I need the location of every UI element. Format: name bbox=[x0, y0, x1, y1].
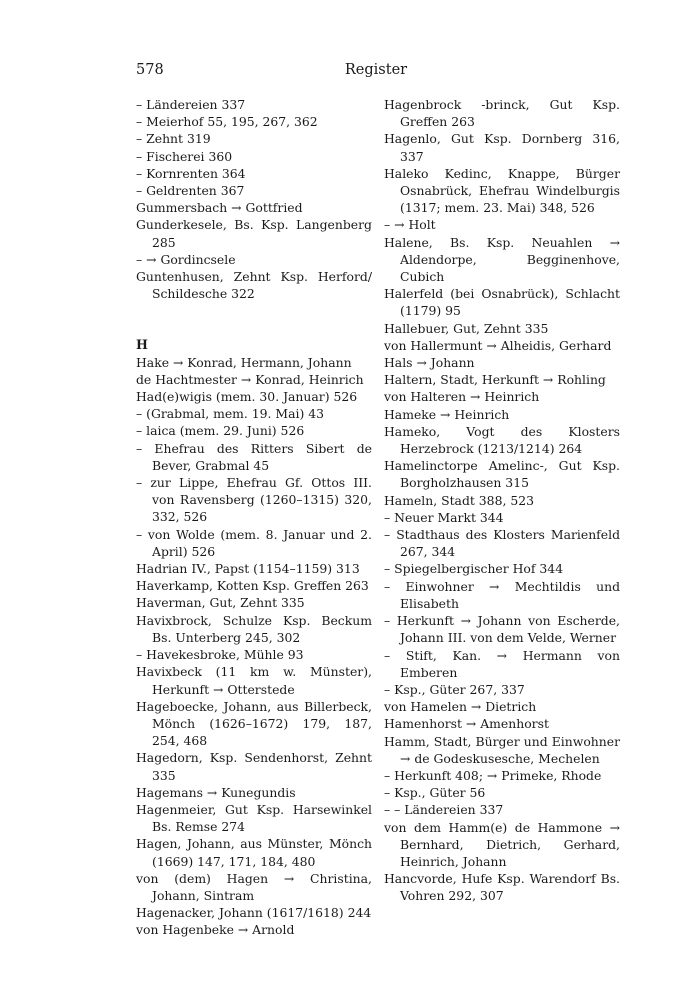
index-column-left bbox=[136, 96, 372, 939]
index-entry: Hagenbrock -brinck, Gut Ksp. Greffen 263 bbox=[384, 97, 620, 130]
index-entry: Hagenlo, Gut Ksp. Dornberg 316, 337 bbox=[384, 131, 620, 164]
index-entry: – Kornrenten 364 bbox=[136, 165, 246, 181]
index-entry: von Halteren → Heinrich bbox=[384, 389, 540, 405]
index-entry: von Hallermunt → Alheidis, Gerhard bbox=[384, 337, 612, 353]
index-entry: – Neuer Markt 344 bbox=[384, 509, 504, 525]
index-entry: Hamenhorst → Amenhorst bbox=[384, 716, 549, 732]
index-entry: Hancvorde, Hufe Ksp. Warendorf Bs. Vohren 292, 307 bbox=[384, 871, 620, 904]
index-entry: – Herkunft 408; → Primeke, Rhode bbox=[384, 767, 602, 783]
running-head: Register bbox=[344, 62, 408, 78]
index-entry: Hameke → Heinrich bbox=[384, 406, 510, 422]
index-entry: – Ksp., Güter 267, 337 bbox=[384, 681, 525, 697]
section-gap bbox=[136, 302, 372, 336]
index-entry: – → Gordincsele bbox=[136, 251, 236, 267]
index-entry: Hagedorn, Ksp. Sendenhorst, Zehnt 335 bbox=[136, 750, 372, 783]
index-entry: Guntenhusen, Zehnt Ksp. Herford/ Schildesche 322 bbox=[136, 269, 372, 302]
index-entry: Hageboecke, Johann, aus Billerbeck, Mönch (1626–1672) 179, 187, 254, 468 bbox=[136, 698, 372, 749]
index-entry: – Ländereien 337 bbox=[136, 97, 246, 112]
index-column-right bbox=[384, 96, 620, 905]
index-entry: – Zehnt 319 bbox=[136, 131, 211, 147]
index-entry: Haverkamp, Kotten Ksp. Greffen 263 bbox=[136, 578, 369, 594]
index-entry: von Hagenbeke → Arnold bbox=[136, 922, 295, 938]
index-entry: Haverman, Gut, Zehnt 335 bbox=[136, 595, 305, 611]
index-entry: Hake → Konrad, Hermann, Johann bbox=[136, 354, 352, 370]
index-entry: Gunderkesele, Bs. Ksp. Langenberg 285 bbox=[136, 217, 372, 250]
index-entry: – Einwohner → Mechtildis und Elisabeth bbox=[384, 578, 620, 611]
index-entry: Hals → Johann bbox=[384, 355, 475, 371]
index-entry: – → Holt bbox=[384, 217, 436, 233]
index-entry: – Ehefrau des Ritters Sibert de Bever, Grabmal 45 bbox=[136, 440, 372, 473]
index-entry: Halerfeld (bei Osnabrück), Schlacht (1179) 95 bbox=[384, 286, 620, 319]
index-entry: Hamelinctorpe Amelinc-, Gut Ksp. Borgholzhausen 315 bbox=[384, 458, 620, 491]
index-entry: – Ksp., Güter 56 bbox=[384, 785, 486, 801]
index-entry: Hagenmeier, Gut Ksp. Harsewinkel Bs. Remse 274 bbox=[136, 801, 372, 835]
index-entry: Hameko, Vogt des Klosters Herzebrock (1213/1214) 264 bbox=[384, 423, 620, 457]
index-entry: von (dem) Hagen → Christina, Johann, Sintram bbox=[136, 870, 372, 903]
index-entry: – Stadthaus des Klosters Marienfeld 267, 344 bbox=[384, 527, 620, 560]
index-entry: – Havekesbroke, Mühle 93 bbox=[136, 647, 304, 663]
index-entry: von dem Hamm(e) de Hammone → Bernhard, Dietrich, Gerhard, Heinrich, Johann bbox=[384, 819, 620, 869]
index-entry: von Hamelen → Dietrich bbox=[384, 699, 537, 715]
index-entry: – zur Lippe, Ehefrau Gf. Ottos III. von Ravensberg (1260–1315) 320, 332, 526 bbox=[136, 475, 372, 525]
page-number: 578 bbox=[136, 62, 164, 78]
index-entry: – Herkunft → Johann von Escherde, Johann III. von dem Velde, Werner bbox=[384, 613, 620, 646]
index-entry: Hameln, Stadt 388, 523 bbox=[384, 492, 534, 508]
index-entry: Hagen, Johann, aus Münster, Mönch (1669) 147, 171, 184, 480 bbox=[136, 836, 372, 869]
index-entry: Havixbrock, Schulze Ksp. Beckum Bs. Unterberg 245, 302 bbox=[136, 612, 372, 645]
index-entry: – Fischerei 360 bbox=[136, 148, 233, 164]
index-entry: Hallebuer, Gut, Zehnt 335 bbox=[384, 320, 549, 336]
index-entry: Hagenacker, Johann (1617/1618) 244 bbox=[136, 905, 372, 921]
index-entry: – Spiegelbergischer Hof 344 bbox=[384, 561, 564, 577]
index-entry: – laica (mem. 29. Juni) 526 bbox=[136, 423, 305, 439]
index-entry: – Stift, Kan. → Hermann von Emberen bbox=[384, 647, 620, 680]
index-entry: – – Ländereien 337 bbox=[384, 802, 504, 818]
index-entry: Hagemans → Kunegundis bbox=[136, 784, 296, 800]
index-entry: Hamm, Stadt, Bürger und Einwohner → de Godeskusesche, Mechelen bbox=[384, 733, 620, 766]
index-entry: Haleko Kedinc, Knappe, Bürger Osnabrück, Ehefrau Windelburgis (1317; mem. 23. Mai) 348, 526 bbox=[384, 165, 620, 216]
index-entry: Hadrian IV., Papst (1154–1159) 313 bbox=[136, 561, 360, 577]
index-entry: – Meierhof 55, 195, 267, 362 bbox=[136, 114, 318, 130]
index-entry: Haltern, Stadt, Herkunft → Rohling bbox=[384, 372, 606, 388]
index-entry: Havixbeck (11 km w. Münster), Herkunft → Otterstede bbox=[136, 664, 372, 697]
index-entry: Had(e)wigis (mem. 30. Januar) 526 bbox=[136, 389, 358, 405]
index-entry: de Hachtmester → Konrad, Heinrich bbox=[136, 371, 364, 387]
index-entry: – (Grabmal, mem. 19. Mai) 43 bbox=[136, 406, 325, 422]
index-entry: Halene, Bs. Ksp. Neuahlen → Aldendorpe, Begginenhove, Cubich bbox=[384, 234, 620, 285]
index-entry: – Geldrenten 367 bbox=[136, 183, 245, 199]
index-entry: – von Wolde (mem. 8. Januar und 2. April) 526 bbox=[136, 526, 372, 559]
index-entry: Gummersbach → Gottfried bbox=[136, 200, 303, 216]
section-letter: H bbox=[136, 337, 148, 353]
